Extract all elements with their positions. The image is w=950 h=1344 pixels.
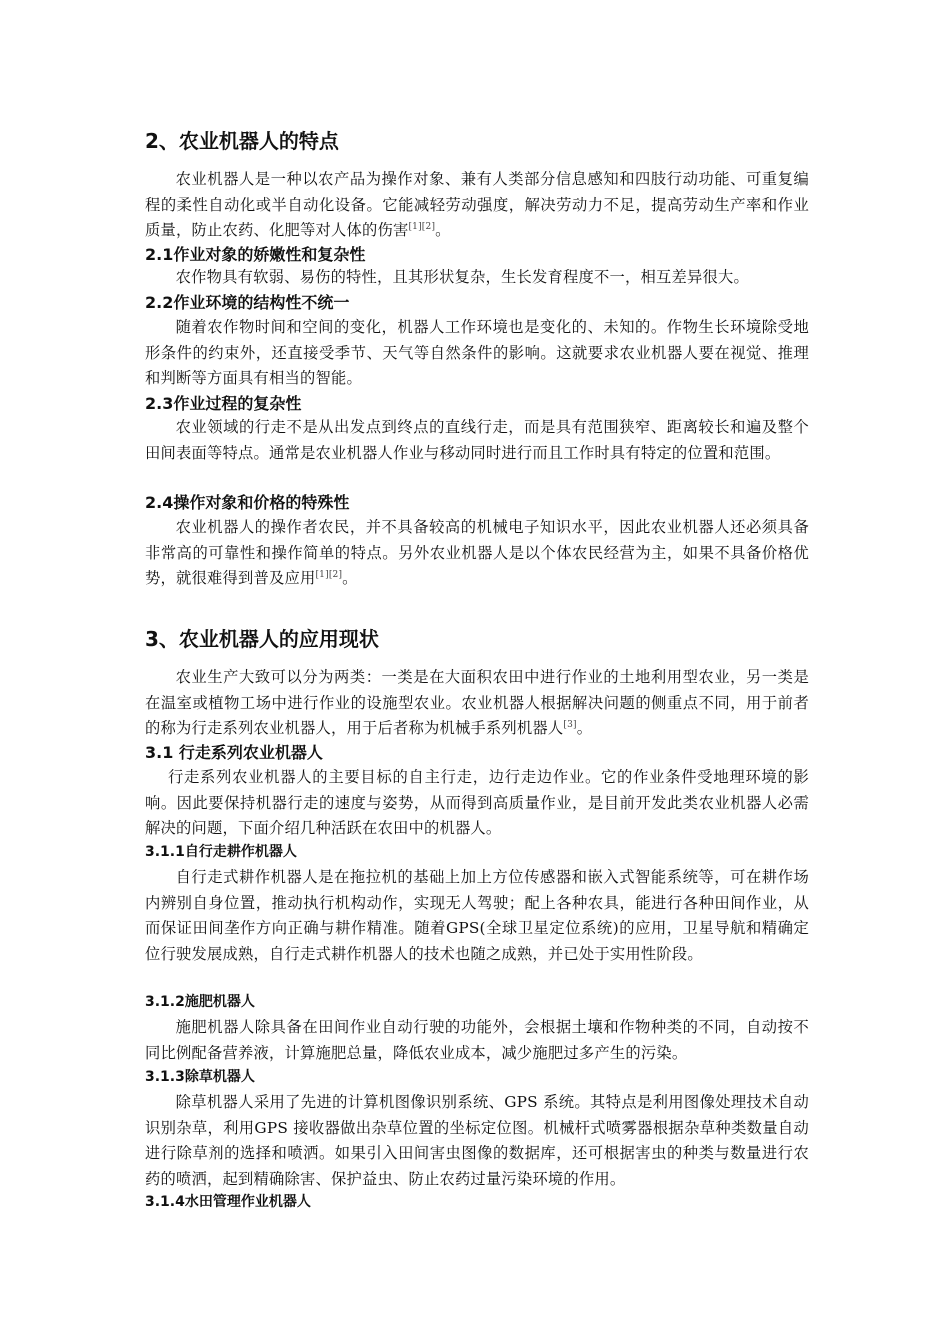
item-3-1-2-heading: 3.1.2施肥机器人 (145, 994, 255, 1010)
subsection-2-1-text: 农作物具有软弱、易伤的特性，且其形状复杂，生长发育程度不一，相互差异很大。 (175, 268, 749, 286)
section-2-intro: 农业机器人是一种以农产品为操作对象、兼有人类部分信息感知和四肢行动功能、可重复编程的柔性自动化或半自动化设备。它能减轻劳动强度，解决劳动力不足，提高劳动生产率和作业质量，防止农药、化肥等对人体的伤害[1][2]。 (145, 170, 809, 239)
section-2-heading: 2、农业机器人的特点 (145, 129, 339, 153)
subsection-2-3-text: 农业领域的行走不是从出发点到终点的直线行走，而是具有范围狭窄、距离较长和遍及整个田间表面等特点。通常是农业机器人作业与移动同时进行而且工作时具有特定的位置和范围。 (145, 418, 809, 462)
item-3-1-2-text: 施肥机器人除具备在田间作业自动行驶的功能外，会根据土壤和作物种类的不同，自动按不同比例配备营养液，计算施肥总量，降低农业成本，减少施肥过多产生的污染。 (145, 1018, 809, 1062)
section-3-intro-text: 农业生产大致可以分为两类：一类是在大面积农田中进行作业的土地利用型农业，另一类是在温室或植物工场中进行作业的设施型农业。农业机器人根据解决问题的侧重点不同，用于前者的称为行走系列农业机器人，用于后者称为机械手系列机器人 (145, 668, 809, 737)
item-3-1-1-text: 自行走式耕作机器人是在拖拉机的基础上加上方位传感器和嵌入式智能系统等，可在耕作场内辨别自身位置，推动执行机构动作，实现无人驾驶；配上各种农具，能进行各种田间作业，从而保证田间垄作方向正确与耕作精准。随着GPS(全球卫星定位系统)的应用，卫星导航和精确定位行驶发展成熟，自行走式耕作机器人的技术也随之成熟，并已处于实用性阶段。 (145, 868, 809, 963)
item-3-1-1-heading: 3.1.1自行走耕作机器人 (145, 844, 297, 860)
item-3-1-3-text: 除草机器人采用了先进的计算机图像识别系统、GPS 系统。其特点是利用图像处理技术自动识别杂草，利用GPS 接收器做出杂草位置的坐标定位图。机械杆式喷雾器根据杂草种类数量自动进行除草剂的选择和喷洒。如果引入田间害虫图像的数据库，还可根据害虫的种类与数量进行农药的喷洒，起到精确除害、保护益虫、防止农药过量污染环境的作用。 (145, 1093, 809, 1188)
subsection-3-1-heading: 3.1 行走系列农业机器人 (145, 743, 323, 762)
item-3-1-4-heading: 3.1.4水田管理作业机器人 (145, 1194, 311, 1210)
subsection-2-2-heading: 2.2作业环境的结构性不统一 (145, 293, 350, 312)
section-3-heading: 3、农业机器人的应用现状 (145, 627, 379, 651)
citation-ref: [1][2] (315, 569, 343, 580)
item-3-1-3-heading: 3.1.3除草机器人 (145, 1069, 255, 1085)
subsection-2-4-text: 农业机器人的操作者农民，并不具备较高的机械电子知识水平，因此农业机器人还必须具备非常高的可靠性和操作简单的特点。另外农业机器人是以个体农民经营为主，如果不具备价格优势，就很难得到普及应用[1][2]。 (145, 518, 809, 587)
section-2-intro-text: 农业机器人是一种以农产品为操作对象、兼有人类部分信息感知和四肢行动功能、可重复编程的柔性自动化或半自动化设备。它能减轻劳动强度，解决劳动力不足，提高劳动生产率和作业质量，防止农药、化肥等对人体的伤害 (145, 170, 809, 239)
subsection-2-4-heading: 2.4操作对象和价格的特殊性 (145, 493, 350, 512)
subsection-3-1-text: 行走系列农业机器人的主要目标的自主行走，边行走边作业。它的作业条件受地理环境的影响。因此要保持机器行走的速度与姿势，从而得到高质量作业，是目前开发此类农业机器人必需解决的问题，下面介绍几种活跃在农田中的机器人。 (145, 768, 809, 837)
citation-ref: [3] (563, 719, 577, 730)
subsection-2-4-body: 农业机器人的操作者农民，并不具备较高的机械电子知识水平，因此农业机器人还必须具备非常高的可靠性和操作简单的特点。另外农业机器人是以个体农民经营为主，如果不具备价格优势，就很难得到普及应用 (145, 518, 809, 587)
citation-ref: [1][2] (408, 221, 436, 232)
subsection-2-3-heading: 2.3作业过程的复杂性 (145, 394, 302, 413)
section-3-intro: 农业生产大致可以分为两类：一类是在大面积农田中进行作业的土地利用型农业，另一类是在温室或植物工场中进行作业的设施型农业。农业机器人根据解决问题的侧重点不同，用于前者的称为行走系列农业机器人，用于后者称为机械手系列机器人[3]。 (145, 668, 809, 737)
subsection-2-2-text: 随着农作物时间和空间的变化，机器人工作环境也是变化的、未知的。作物生长环境除受地形条件的约束外，还直接受季节、天气等自然条件的影响。这就要求农业机器人要在视觉、推理和判断等方面具有相当的智能。 (145, 318, 809, 387)
subsection-2-1-heading: 2.1作业对象的娇嫩性和复杂性 (145, 245, 366, 264)
